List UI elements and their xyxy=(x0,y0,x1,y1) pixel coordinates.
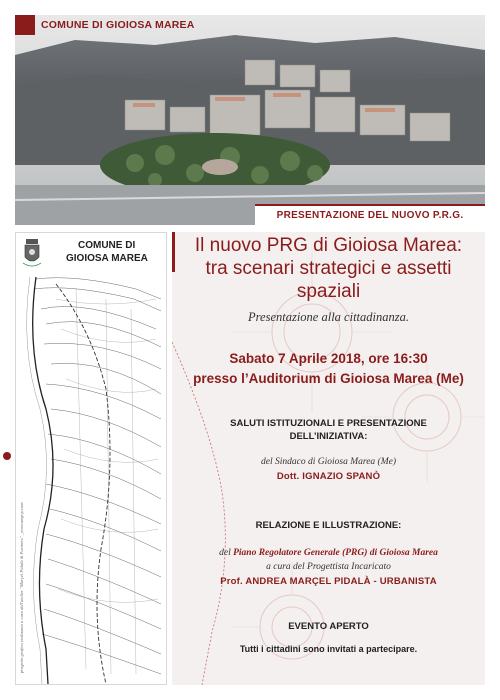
event-venue: presso l’Auditorium di Gioiosa Marea (Me) xyxy=(193,371,464,386)
event-title-line2: tra scenari strategici e assetti spaziali xyxy=(205,258,452,302)
section-greetings-heading-line2: DELL’INIZIATIVA: xyxy=(289,431,368,442)
town-aerial-photo xyxy=(15,15,485,225)
event-subtitle: Presentazione alla cittadinanza. xyxy=(248,310,409,324)
section-greetings-by: del Sindaco di Gioiosa Marea (Me) xyxy=(261,457,396,467)
open-event-text: Tutti i cittadini sono invitati a partecipare. xyxy=(239,644,418,654)
section-report-plan xyxy=(172,548,485,558)
red-square-icon xyxy=(15,15,35,35)
event-datetime xyxy=(172,349,485,389)
event-title-line1: Il nuovo PRG di Gioiosa Marea: xyxy=(194,235,463,256)
section-report-heading: RELAZIONE E ILLUSTRAZIONE: xyxy=(255,520,402,531)
comune-header-label xyxy=(15,15,195,35)
left-map-column xyxy=(15,232,167,685)
section-report-prefix: del xyxy=(219,548,234,558)
event-title xyxy=(172,234,485,303)
coat-of-arms-icon xyxy=(22,239,42,267)
banner-title-label: PRESENTAZIONE DEL NUOVO P.R.G. xyxy=(255,206,485,225)
speaker-planner-name: Prof. ANDREA MARÇEL PIDALÀ - URBANISTA xyxy=(220,576,437,587)
graphic-credit: progetto grafico realizzato a cura dell'atelier "Marçel Pidalà & Partners" _www.amp-p.com xyxy=(19,502,24,673)
hero-photo-banner xyxy=(15,15,485,225)
event-date: Sabato 7 Aprile 2018, ore 16:30 xyxy=(229,351,428,366)
open-event-heading: EVENTO APERTO xyxy=(288,621,369,632)
header-top-label: COMUNE DI GIOIOSA MAREA xyxy=(41,19,195,31)
event-content xyxy=(172,232,485,654)
plan-name: Piano Regolatore Generale (PRG) di Gioiosa Marea xyxy=(233,548,438,558)
speaker-mayor-name: Dott. IGNAZIO SPANÒ xyxy=(276,471,381,482)
logo-badge-icon xyxy=(3,452,11,460)
section-greetings-heading xyxy=(172,417,485,443)
section-report-by: a cura del Progettista Incaricato xyxy=(266,562,391,572)
territory-map xyxy=(16,269,166,684)
comune-label xyxy=(66,239,156,265)
comune-label-line1: COMUNE DI xyxy=(78,240,136,251)
section-greetings-heading-line1: SALUTI ISTITUZIONALI E PRESENTAZIONE xyxy=(230,418,427,429)
event-details-panel xyxy=(172,232,485,685)
comune-label-line2: GIOIOSA MAREA xyxy=(66,253,148,264)
